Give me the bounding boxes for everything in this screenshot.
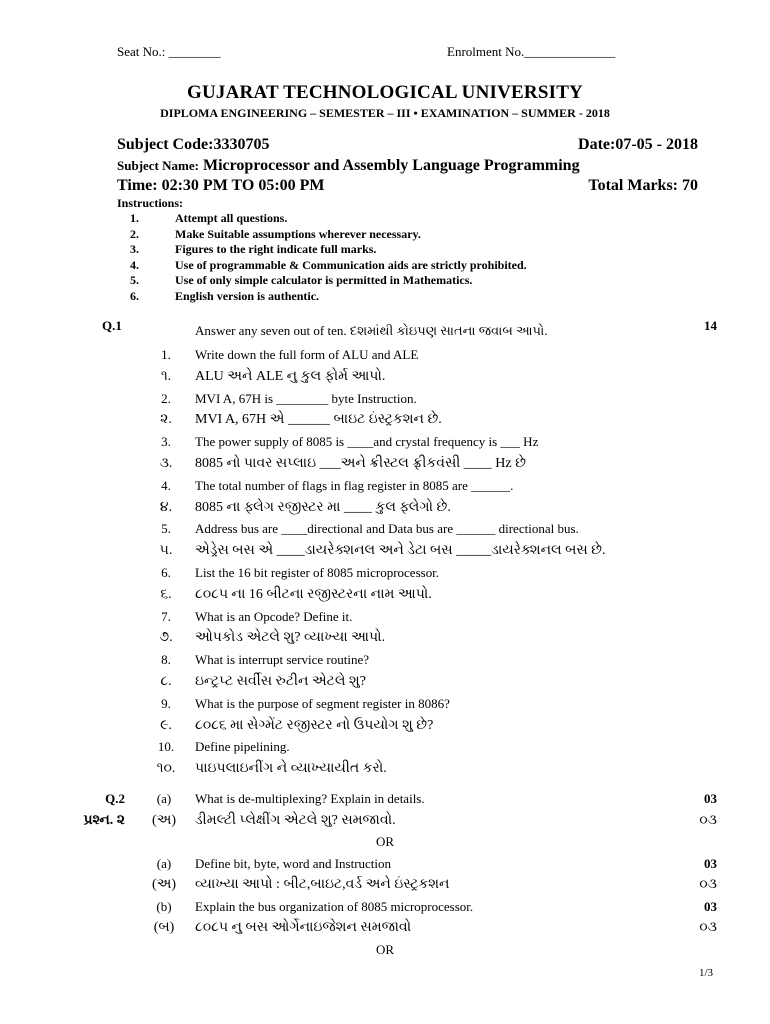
list-item: 4. The total number of flags in flag register in 8085 are ______. — [161, 477, 514, 493]
list-item: ૯. ૮૦૮૬ મા સેગ્મેંટ રજીસ્ટર નો ઉપયોગ શુ છે? — [160, 717, 434, 733]
list-item: ૩. 8085 નો પાવર સપ્લાઇ ___અને ક્રીસ્ટલ ફ્રીકવંસી ____ Hz છે — [159, 455, 526, 471]
exam-title: DIPLOMA ENGINEERING – SEMESTER – III • EXAMINATION – SUMMER - 2018 — [160, 106, 610, 120]
list-item: (અ) વ્યાખ્યા આપો : બીટ,બાઇટ,વર્ડ અને ઇંસ્ટ્રકશન ૦૩ — [0, 874, 770, 896]
list-item: ૪. 8085 ના ફ્લેગ રજીસ્ટર મા ____ કુલ ફ્લેગો છે. — [159, 499, 451, 515]
list-item: 2. MVI A, 67H is ________ byte Instruction. — [161, 390, 417, 406]
list-item: 8. What is interrupt service routine? — [161, 652, 369, 668]
list-item: 7. What is an Opcode? Define it. — [161, 608, 353, 624]
question-1-list — [0, 344, 770, 780]
list-item: 5. Address bus are ____directional and Data bus are ______ directional bus. — [161, 521, 579, 537]
list-item: ૮. ઇન્ટ્રપ્ટ સર્વીસ રુટીન એટલે શુ? — [160, 673, 366, 689]
or-separator: OR — [375, 941, 395, 957]
seat-number-field: Seat No.: ________ — [117, 44, 221, 59]
list-item: 3. The power supply of 8085 is ____and crystal frequency is ___ Hz — [161, 434, 539, 450]
list-item: 1. Write down the full form of ALU and ALE — [161, 347, 419, 362]
marks: ૦૩ — [699, 812, 717, 828]
marks: 03 — [704, 898, 717, 914]
list-item: પ્રશ્ન. ૨ (અ) ડીમલ્ટી પ્લેક્ષીંગ એટલે શુ? સમજાવો. ૦૩ — [0, 810, 770, 832]
list-item: (બ) ૮૦૮૫ નુ બસ ઓર્ગેનાઇજેશન સમજાવો ૦૩ — [0, 917, 770, 939]
instruction-item: 2. Make Suitable assumptions wherever necessary. — [130, 226, 421, 241]
question-2-label-gujarati: પ્રશ્ન. ૨ — [83, 812, 125, 828]
list-item: ૫. એડ્રેસ બસ એ ____ડાયરેક્શનલ અને ડેટા બસ _____ડાયરેક્શનલ બસ છે. — [159, 543, 606, 559]
list-item: (a) Define bit, byte, word and Instruction 03 — [0, 853, 770, 875]
subject-name: Microprocessor and Assembly Language Programming — [202, 157, 580, 174]
list-item: 6. List the 16 bit register of 8085 microprocessor. — [161, 564, 440, 580]
university-title: GUJARAT TECHNOLOGICAL UNIVERSITY — [187, 82, 583, 103]
subject-name-line — [117, 157, 580, 175]
question-1-label: Q.1 — [102, 318, 122, 333]
list-item: ૧. ALU અને ALE નુ કુલ ફોર્મ આપો. — [160, 368, 386, 384]
or-separator: OR — [375, 834, 395, 849]
list-item: ૧૦. પાઇપલાઇનીંગ ને વ્યાખ્યાયીત કરો. — [156, 761, 387, 777]
list-item: (b) Explain the bus organization of 8085 microprocessor. 03 — [0, 896, 770, 918]
subject-code: Subject Code:3330705 — [117, 136, 270, 153]
instruction-item: 6. English version is authentic. — [130, 288, 320, 303]
list-item: 9. What is the purpose of segment register in 8086? — [161, 695, 450, 711]
instructions-list — [130, 211, 527, 304]
subject-name-label: Subject Name: — [117, 158, 199, 173]
list-item: 10. Define pipelining. — [157, 739, 290, 755]
enrolment-number-field: Enrolment No.______________ — [447, 44, 616, 59]
list-item: Q.2 (a) What is de-multiplexing? Explain in details. 03 — [0, 788, 770, 810]
list-item: ૬. ૮૦૮૫ ના 16 બીટના રજીસ્ટરના નામ આપો. — [160, 586, 432, 602]
instructions-title: Instructions: — [117, 196, 184, 210]
question-2-block — [0, 788, 770, 960]
exam-time: Time: 02:30 PM TO 05:00 PM — [117, 177, 325, 194]
page-number: 1/3 — [698, 967, 713, 979]
list-item: ૨. MVI A, 67H એ ______ બાઇટ ઇંસ્ટ્રકશન છે. — [160, 412, 442, 428]
list-item: ૭. ઓપકોડ એટલે શુ? વ્યાખ્યા આપો. — [159, 630, 386, 646]
marks: 03 — [704, 791, 717, 806]
instruction-item: 3. Figures to the right indicate full marks. — [130, 242, 377, 256]
marks: ૦૩ — [699, 877, 717, 892]
question-1-intro: Answer any seven out of ten. દશમાંથી કોઇપણ સાતના જવાબ આપો. — [195, 323, 548, 338]
total-marks: Total Marks: 70 — [588, 177, 698, 194]
marks: ૦૩ — [699, 920, 717, 935]
instruction-item: 5. Use of only simple calculator is permitted in Mathematics. — [130, 273, 473, 287]
instruction-item: 1. Attempt all questions. — [130, 211, 288, 225]
instruction-item: 4. Use of programmable & Communication aids are strictly prohibited. — [130, 257, 527, 272]
question-1-marks: 14 — [704, 318, 717, 333]
exam-date: Date:07-05 - 2018 — [578, 136, 698, 153]
marks: 03 — [704, 855, 717, 871]
question-2-label: Q.2 — [105, 791, 125, 806]
